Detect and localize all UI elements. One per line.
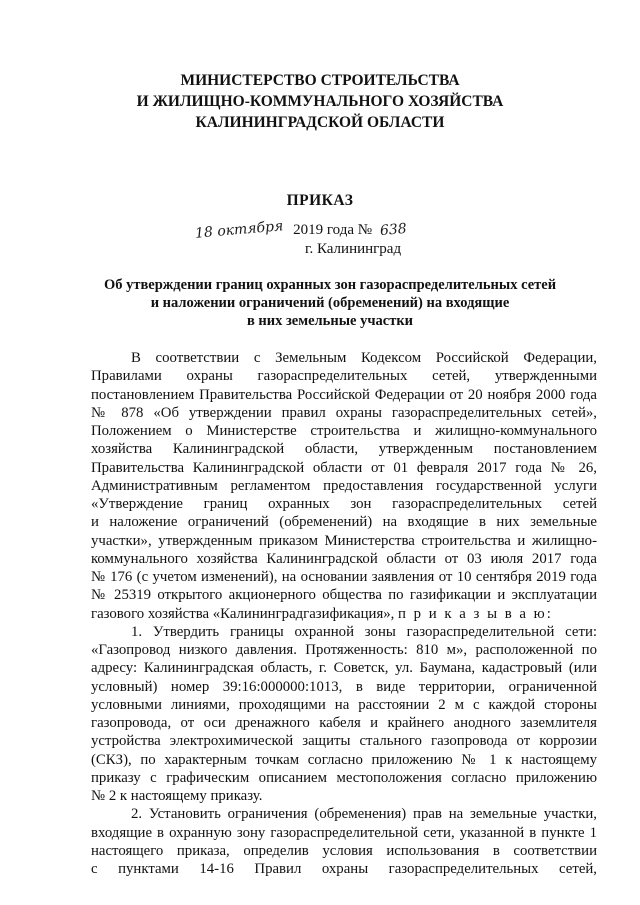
body-line: газопровода, от оси дренажного кабеля и крайнего анодного заземлителя [91,715,597,731]
body-line: настоящего приказа, определив условия использования в соответствии [91,842,597,859]
body-line: № 2 к настоящему приказу. [91,788,263,804]
order-date-line [194,218,408,242]
order-body [91,349,597,878]
order-subject [70,276,590,330]
body-line: Административным регламентом предоставления государственной услуги [91,477,597,494]
body-line: № 25319 открытого акционерного общества по газификации и эксплуатации [91,587,597,604]
body-line: адресу: Калининградская область, г. Советск, ул. Баумана, кадастровый (или [91,660,597,677]
body-line: хозяйства Калининградской области, утвержденным постановлением [91,441,597,458]
body-line: устройства электрохимической защиты стального газопровода от коррозии [91,733,597,750]
order-city: г. Калининград [305,241,402,257]
subject-line-2: и наложении ограничений (обременений) на входящие [150,295,510,311]
body-line: В соответствии с Земельным Кодексом Российской Федерации, [131,350,597,366]
ministry-line-3: КАЛИНИНГРАДСКОЙ ОБЛАСТИ [195,114,445,131]
body-line: № 878 «Об утверждении правил охраны газораспределительных сетей», [91,404,597,421]
body-line: «Газопровод низкого давления. Протяженность: 810 м», расположенной по [91,642,597,658]
body-line: 2. Установить ограничения (обременения) прав на земельные участки, [131,806,597,823]
body-line: коммунального хозяйства Калининградской области от 03 июля 2017 года [91,550,597,567]
body-line: и наложение ограничений (обременений) на входящие в них земельные [91,514,597,531]
body-line: участки», утвержденным приказом Министерства строительства и жилищно- [91,532,597,549]
body-line: условными линиями, проходящими на расстоянии 2 м с каждой стороны [91,696,597,713]
body-line: 1. Утвердить границы охранной зоны газораспределительной сети: [131,623,597,640]
body-line: условный) номер 39:16:000000:1013, в виде территории, ограниченной [91,678,597,695]
body-line-text: газового хозяйства «Калининградгазификация», [91,605,395,622]
ministry-line-2: И ЖИЛИЩНО-КОММУНАЛЬНОГО ХОЗЯЙСТВА [136,93,504,110]
body-line: Положением о Министерстве строительства и жилищно-коммунального [91,423,597,439]
body-line: «Утверждение границ охранных зон газораспределительных сетей [91,496,597,512]
body-line: (СКЗ), по характерным точкам согласно приложению № 1 к настоящему [91,751,597,768]
body-line: Правительства Калининградской области от 01 февраля 2017 года № 26, [91,459,597,476]
body-line: приказу с графическим описанием местоположения согласно приложению [91,769,597,786]
order-word: п р и к а з ы в а ю: [398,605,553,622]
subject-line-1: Об утверждении границ охранных зон газораспределительных сетей [103,277,557,293]
body-line: Правилами охраны газораспределительных сетей, утвержденными [91,368,597,385]
handwritten-order-number: 638 [379,220,408,240]
body-line: № 176 (с учетом изменений), на основании заявления от 10 сентября 2019 года [91,569,597,585]
body-line: с пунктами 14-16 Правил охраны газораспределительных сетей, [91,861,597,877]
ministry-line-1: МИНИСТЕРСТВО СТРОИТЕЛЬСТВА [180,72,460,89]
body-line: входящие в охранную зону газораспределительной сети, указанной в пункте 1 [91,824,597,841]
ministry-header [0,70,640,133]
handwritten-date: 18 октября [194,218,284,242]
body-line [91,605,597,623]
subject-line-3: в них земельные участки [246,313,414,329]
body-line: постановлением Правительства Российской Федерации от 20 ноября 2000 года [91,386,597,403]
order-title: ПРИКАЗ [286,192,354,209]
order-date-text: 2019 года № [293,222,373,238]
